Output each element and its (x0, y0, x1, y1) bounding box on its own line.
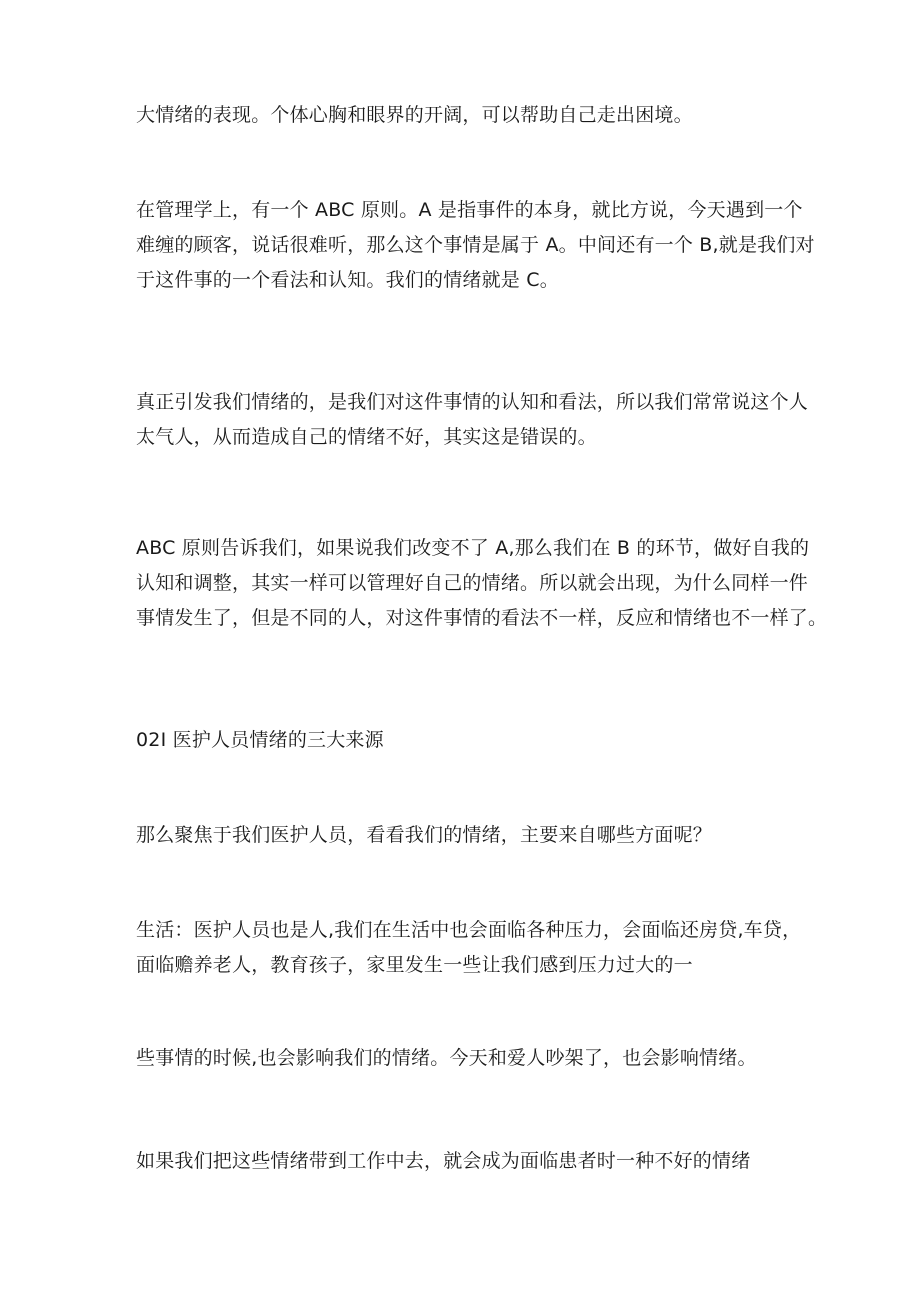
text-line: 难缠的顾客，说话很难听，那么这个事情是属于 A。中间还有一个 B,就是我们对 (136, 234, 815, 256)
section-heading (136, 723, 796, 758)
text-line: 在管理学上，有一个 ABC 原则。A 是指事件的本身，就比方说，今天遇到一个 (136, 199, 803, 221)
text-line: 面临赡养老人，教育孩子，家里发生一些让我们感到压力过大的一 (136, 954, 693, 976)
paragraph-bring-to-work (136, 1144, 796, 1179)
text-line: 些事情的时候,也会影响我们的情绪。今天和爱人吵架了，也会影响情绪。 (136, 1047, 757, 1069)
paragraph-focus-medical (136, 818, 796, 853)
text-line: 事情发生了，但是不同的人，对这件事情的看法不一样，反应和情绪也不一样了。 (136, 607, 828, 629)
paragraph-emotion-expression (136, 98, 796, 133)
text-line: 太气人，从而造成自己的情绪不好，其实这是错误的。 (136, 426, 597, 448)
text-line: 如果我们把这些情绪带到工作中去，就会成为面临患者时一种不好的情绪 (136, 1150, 751, 1172)
text-line: 生活：医护人员也是人,我们在生活中也会面临各种压力，会面临还房贷,车贷， (136, 919, 802, 941)
text-line: 真正引发我们情绪的，是我们对这件事情的认知和看法，所以我们常常说这个人 (136, 391, 809, 413)
paragraph-abc-principle (136, 193, 815, 298)
paragraph-life-pressure (136, 913, 802, 983)
text-line: 于这件事的一个看法和认知。我们的情绪就是 C。 (136, 269, 559, 291)
paragraph-true-cause (136, 385, 809, 455)
paragraph-life-pressure-continued (136, 1041, 796, 1076)
heading-text: 02I 医护人员情绪的三大来源 (136, 729, 384, 751)
text-line: 大情绪的表现。个体心胸和眼界的开阔，可以帮助自己走出困境。 (136, 104, 693, 126)
text-line: 那么聚焦于我们医护人员，看看我们的情绪，主要来自哪些方面呢？ (136, 824, 713, 846)
paragraph-abc-lesson (136, 531, 828, 636)
text-line: ABC 原则告诉我们，如果说我们改变不了 A,那么我们在 B 的环节，做好自我的 (136, 537, 810, 559)
text-line: 认知和调整，其实一样可以管理好自己的情绪。所以就会出现，为什么同样一件 (136, 572, 809, 594)
